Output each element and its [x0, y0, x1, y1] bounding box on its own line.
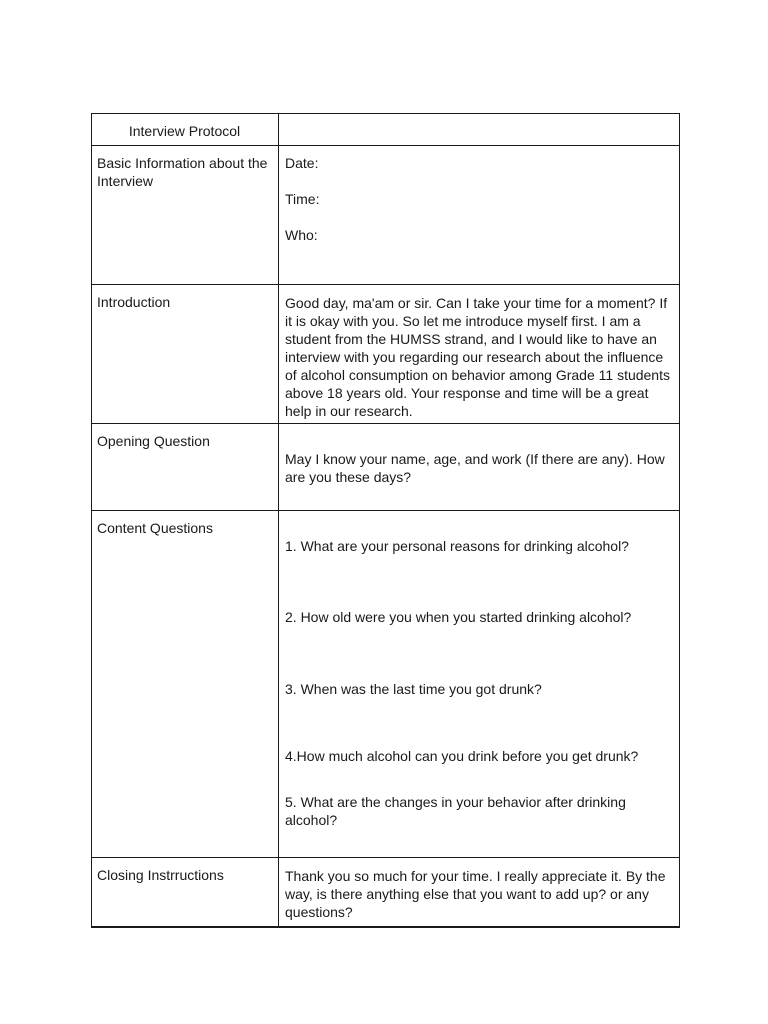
opening-label-cell — [92, 424, 279, 511]
introduction-text: Good day, ma'am or sir. Can I take your time for a moment? If it is okay with you. So let me introduce myself first. I am a student from the HUMSS strand, and I would like to have an interview with you regarding our research about the influence of alcohol consumption on behavior among Grade 11 students above 18 years old. Your response and time will be a great help in our research. — [285, 295, 670, 419]
who-field-label: Who: — [285, 227, 318, 243]
introduction-label: Introduction — [97, 294, 171, 310]
closing-instructions-text: Thank you so much for your time. I really appreciate it. By the way, is there anything else that you want to add up? or any questions? — [285, 868, 666, 920]
table-row-closing — [92, 858, 680, 928]
introduction-label-cell — [92, 285, 279, 424]
opening-question-label: Opening Question — [97, 433, 210, 449]
question-item-3: 3. When was the last time you got drunk? — [285, 681, 542, 697]
introduction-content-cell — [279, 285, 680, 424]
table-row-content-questions — [92, 511, 680, 858]
title-content-cell — [279, 114, 680, 146]
time-field-label: Time: — [285, 191, 320, 207]
content-questions-cell — [279, 511, 680, 858]
title-label: Interview Protocol — [128, 123, 241, 139]
question-item-1: 1. What are your personal reasons for drinking alcohol? — [285, 538, 629, 554]
opening-content-cell — [279, 424, 680, 511]
question-item-4: 4.How much alcohol can you drink before you get drunk? — [285, 748, 639, 764]
table-row-introduction — [92, 285, 680, 424]
title-label-cell — [92, 114, 279, 146]
closing-content-cell — [279, 858, 680, 928]
basic-info-label: Basic Information about the Interview — [97, 155, 268, 189]
interview-protocol-table — [91, 113, 680, 928]
opening-question-text: May I know your name, age, and work (If there are any). How are you these days? — [285, 451, 665, 485]
closing-instructions-label: Closing Instrructions — [97, 867, 224, 883]
content-label-cell — [92, 511, 279, 858]
title-content — [279, 114, 679, 122]
basic-info-label-cell — [92, 146, 279, 285]
table-row-opening-question — [92, 424, 680, 511]
basic-info-content-cell — [279, 146, 680, 285]
table-row-basic-info — [92, 146, 680, 285]
closing-label-cell — [92, 858, 279, 928]
question-item-2: 2. How old were you when you started drinking alcohol? — [285, 609, 632, 625]
question-item-5: 5. What are the changes in your behavior after drinking alcohol? — [285, 794, 626, 828]
content-questions-label: Content Questions — [97, 520, 213, 536]
date-field-label: Date: — [285, 155, 319, 171]
table-row-title — [92, 114, 680, 146]
